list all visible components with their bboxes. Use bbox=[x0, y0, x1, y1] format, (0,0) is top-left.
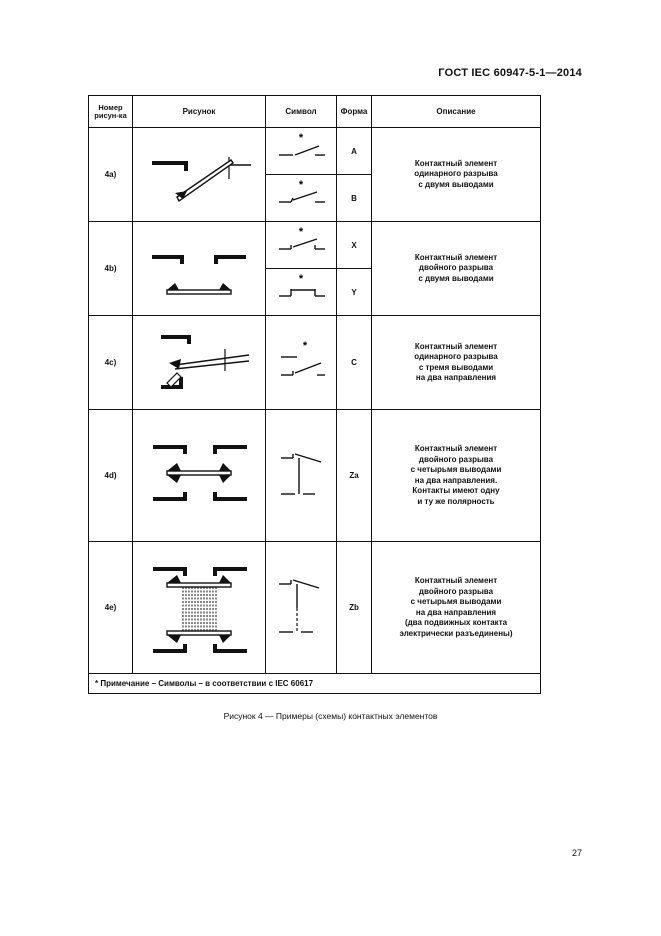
document-header: ГОСТ IEC 60947-5-1—2014 bbox=[438, 67, 582, 79]
figure-caption: Рисунок 4 — Примеры (схемы) контактных элементов bbox=[223, 711, 438, 721]
form-cell: Za bbox=[337, 410, 372, 542]
form-cell: C bbox=[337, 316, 372, 410]
table-row bbox=[89, 410, 541, 542]
symbol-b-icon bbox=[271, 178, 331, 218]
table-header-row bbox=[89, 96, 541, 128]
svg-text:*: * bbox=[298, 179, 304, 191]
form-cell: X bbox=[337, 222, 372, 269]
contact-4b-drawing bbox=[139, 229, 259, 309]
row-number: 4e) bbox=[89, 542, 133, 674]
symbol-c-icon bbox=[271, 333, 331, 393]
symbol-cell bbox=[266, 410, 337, 542]
column-header-form: Форма bbox=[337, 96, 372, 128]
figure-cell bbox=[133, 410, 266, 542]
table-row bbox=[89, 222, 541, 269]
table-row bbox=[89, 542, 541, 674]
row-number: 4a) bbox=[89, 128, 133, 222]
description-cell: Контактный элемент одинарного разрыва с тремя выводами на два направления bbox=[372, 316, 541, 410]
symbol-cell bbox=[266, 128, 337, 175]
column-header-number: Номер рисун-ка bbox=[89, 96, 133, 128]
symbol-cell bbox=[266, 269, 337, 316]
contact-4c-drawing bbox=[139, 323, 259, 403]
row-number: 4d) bbox=[89, 410, 133, 542]
description-cell: Контактный элемент двойного разрыва с двумя выводами bbox=[372, 222, 541, 316]
form-cell: A bbox=[337, 128, 372, 175]
description-cell: Контактный элемент двойного разрыва с четырьмя выводами на два направления. Контакты имеют одну и ту же полярность bbox=[372, 410, 541, 542]
figure-cell bbox=[133, 542, 266, 674]
table-row bbox=[89, 128, 541, 175]
symbol-cell bbox=[266, 316, 337, 410]
symbol-za-icon bbox=[271, 436, 331, 516]
page-number: 27 bbox=[571, 848, 582, 858]
form-cell: Zb bbox=[337, 542, 372, 674]
figure-cell bbox=[133, 128, 266, 222]
column-header-description: Описание bbox=[372, 96, 541, 128]
form-cell: Y bbox=[337, 269, 372, 316]
contact-4e-drawing bbox=[139, 553, 259, 663]
description-cell: Контактный элемент одинарного разрыва с двумя выводами bbox=[372, 128, 541, 222]
table-note: * Примечание – Символы – в соответствии с IEC 60617 bbox=[89, 674, 541, 694]
table-row bbox=[89, 316, 541, 410]
symbol-y-icon bbox=[271, 272, 331, 312]
column-header-figure: Рисунок bbox=[133, 96, 266, 128]
row-number: 4b) bbox=[89, 222, 133, 316]
svg-text:*: * bbox=[298, 226, 304, 238]
form-cell: B bbox=[337, 175, 372, 222]
symbol-x-icon bbox=[271, 225, 331, 265]
contact-4d-drawing bbox=[139, 431, 259, 521]
contact-elements-table bbox=[88, 95, 541, 694]
contact-4a-drawing bbox=[139, 135, 259, 215]
symbol-cell bbox=[266, 222, 337, 269]
row-number: 4c) bbox=[89, 316, 133, 410]
description-cell: Контактный элемент двойного разрыва с четырьмя выводами на два направления (два подвижных контакта электрически разъединены) bbox=[372, 542, 541, 674]
figure-cell bbox=[133, 316, 266, 410]
table-note-row bbox=[89, 674, 541, 694]
svg-text:*: * bbox=[302, 339, 308, 352]
symbol-zb-icon bbox=[271, 568, 331, 648]
symbol-cell bbox=[266, 175, 337, 222]
column-header-symbol: Символ bbox=[266, 96, 337, 128]
figure-cell bbox=[133, 222, 266, 316]
symbol-a-icon bbox=[271, 131, 331, 171]
symbol-cell bbox=[266, 542, 337, 674]
svg-text:*: * bbox=[298, 273, 304, 285]
svg-text:*: * bbox=[298, 132, 304, 144]
